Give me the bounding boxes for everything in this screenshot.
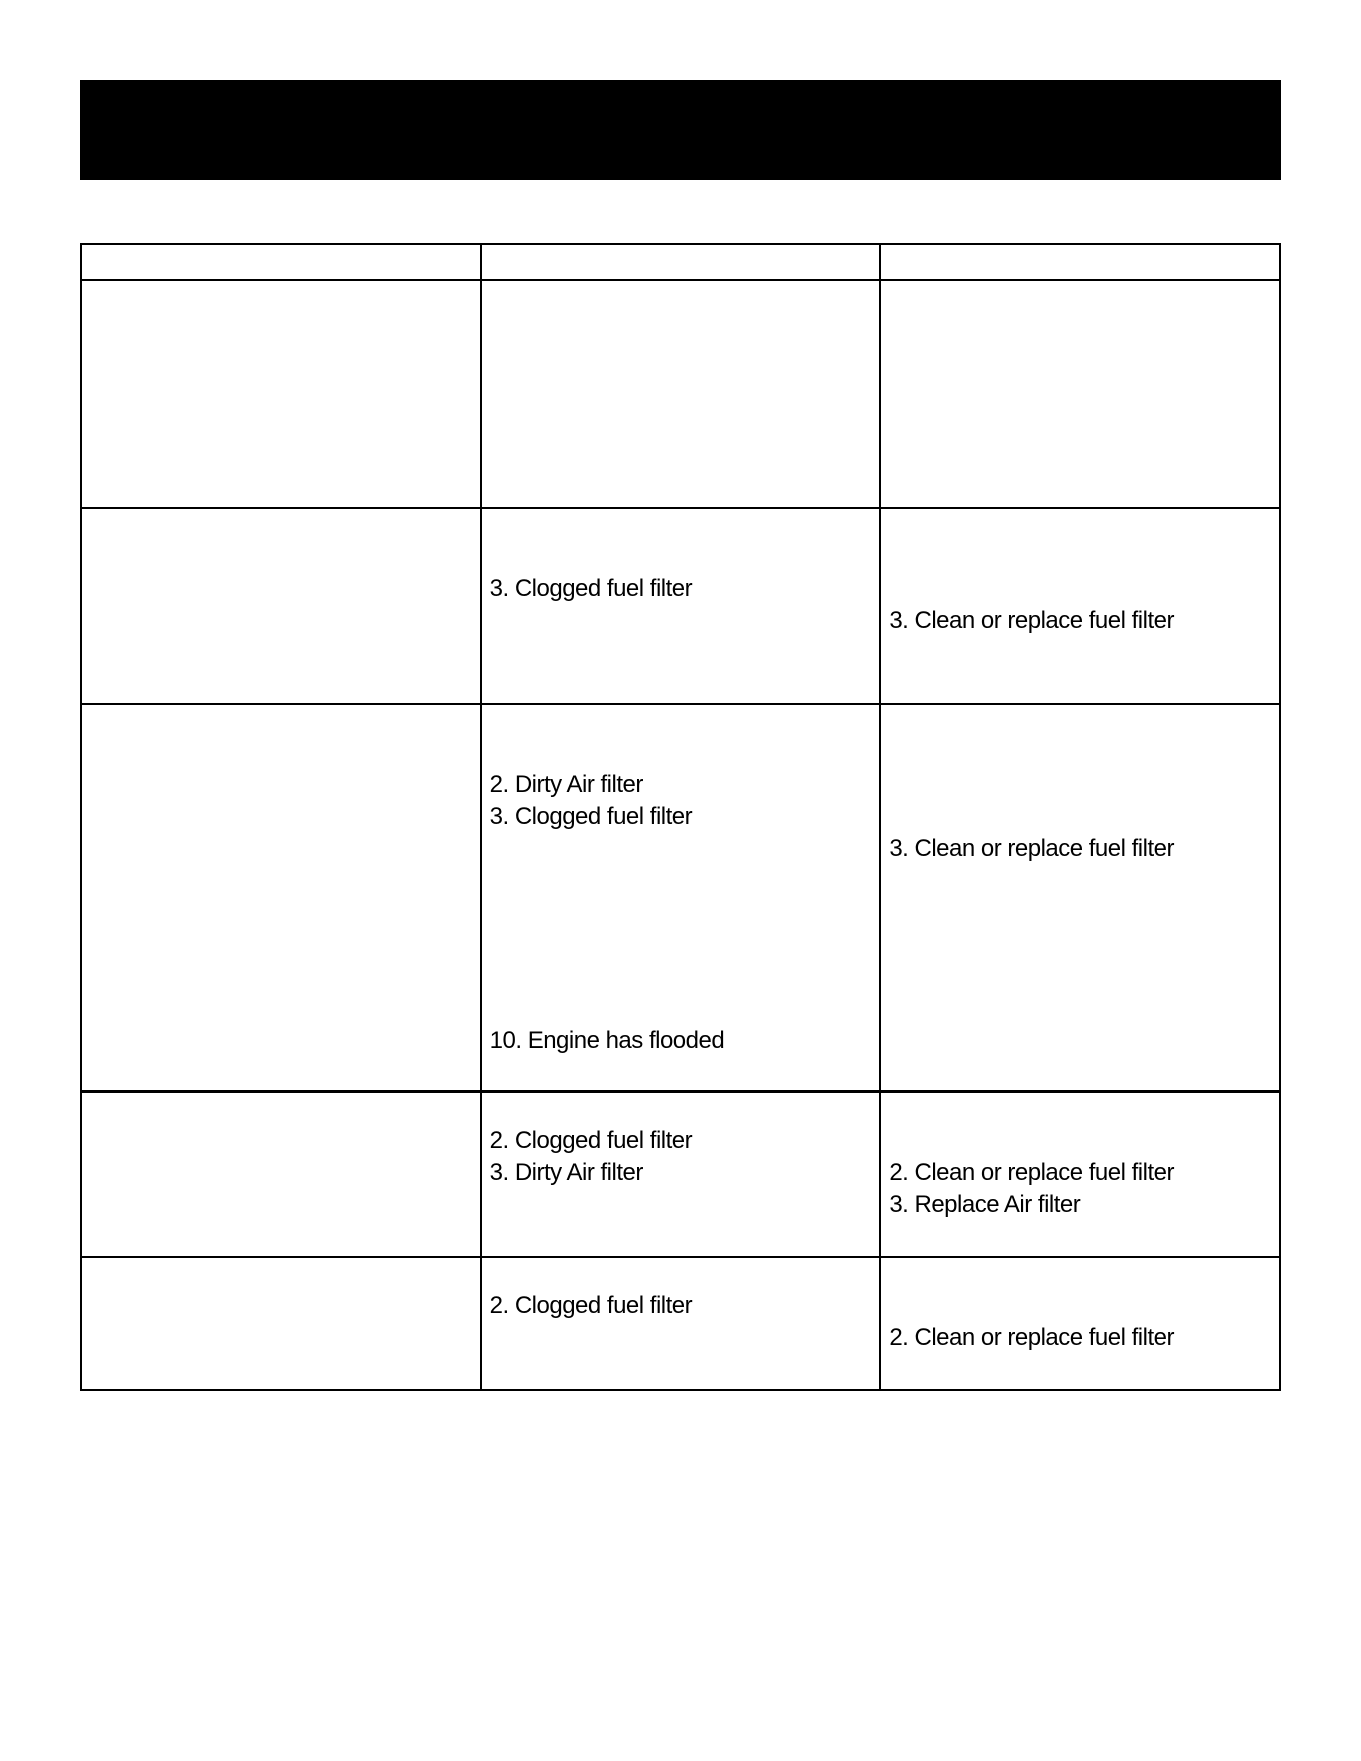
table-row <box>81 704 1280 1092</box>
table-row <box>81 508 1280 704</box>
table-row <box>81 1092 1280 1258</box>
remedy-item: 2. Clean or replace fuel filter <box>889 1159 1174 1186</box>
cause-item: 3. Clogged fuel filter <box>489 803 693 830</box>
problem-cell <box>81 1092 481 1258</box>
remedy-cell <box>880 280 1280 508</box>
table-row <box>81 280 1280 508</box>
remedy-item: 3. Clean or replace fuel filter <box>889 835 1174 862</box>
problem-column-header <box>81 244 481 280</box>
remedy-cell <box>880 1092 1280 1258</box>
cause-cell <box>481 508 881 704</box>
remedy-item: 3. Clean or replace fuel filter <box>889 607 1174 634</box>
troubleshooting-table <box>80 243 1281 1391</box>
table-header-row <box>81 244 1280 280</box>
remedy-item: 2. Clean or replace fuel filter <box>889 1324 1174 1351</box>
problem-cell <box>81 280 481 508</box>
problem-cell <box>81 1257 481 1390</box>
remedy-cell <box>880 1257 1280 1390</box>
cause-cell <box>481 1092 881 1258</box>
cause-cell <box>481 280 881 508</box>
cause-item: 3. Dirty Air filter <box>489 1159 643 1186</box>
cause-cell <box>481 1257 881 1390</box>
cause-item: 2. Clogged fuel filter <box>489 1127 693 1154</box>
cause-cell <box>481 704 881 1092</box>
cause-column-header <box>481 244 881 280</box>
remedy-column-header <box>880 244 1280 280</box>
cause-item: 10. Engine has flooded <box>489 1027 725 1054</box>
section-header-bar <box>80 80 1281 180</box>
remedy-item: 3. Replace Air filter <box>889 1191 1081 1218</box>
table-row <box>81 1257 1280 1390</box>
remedy-cell <box>880 704 1280 1092</box>
remedy-cell <box>880 508 1280 704</box>
problem-cell <box>81 704 481 1092</box>
problem-cell <box>81 508 481 704</box>
cause-item: 2. Clogged fuel filter <box>489 1292 693 1319</box>
cause-item: 3. Clogged fuel filter <box>489 575 693 602</box>
cause-item: 2. Dirty Air filter <box>489 771 643 798</box>
